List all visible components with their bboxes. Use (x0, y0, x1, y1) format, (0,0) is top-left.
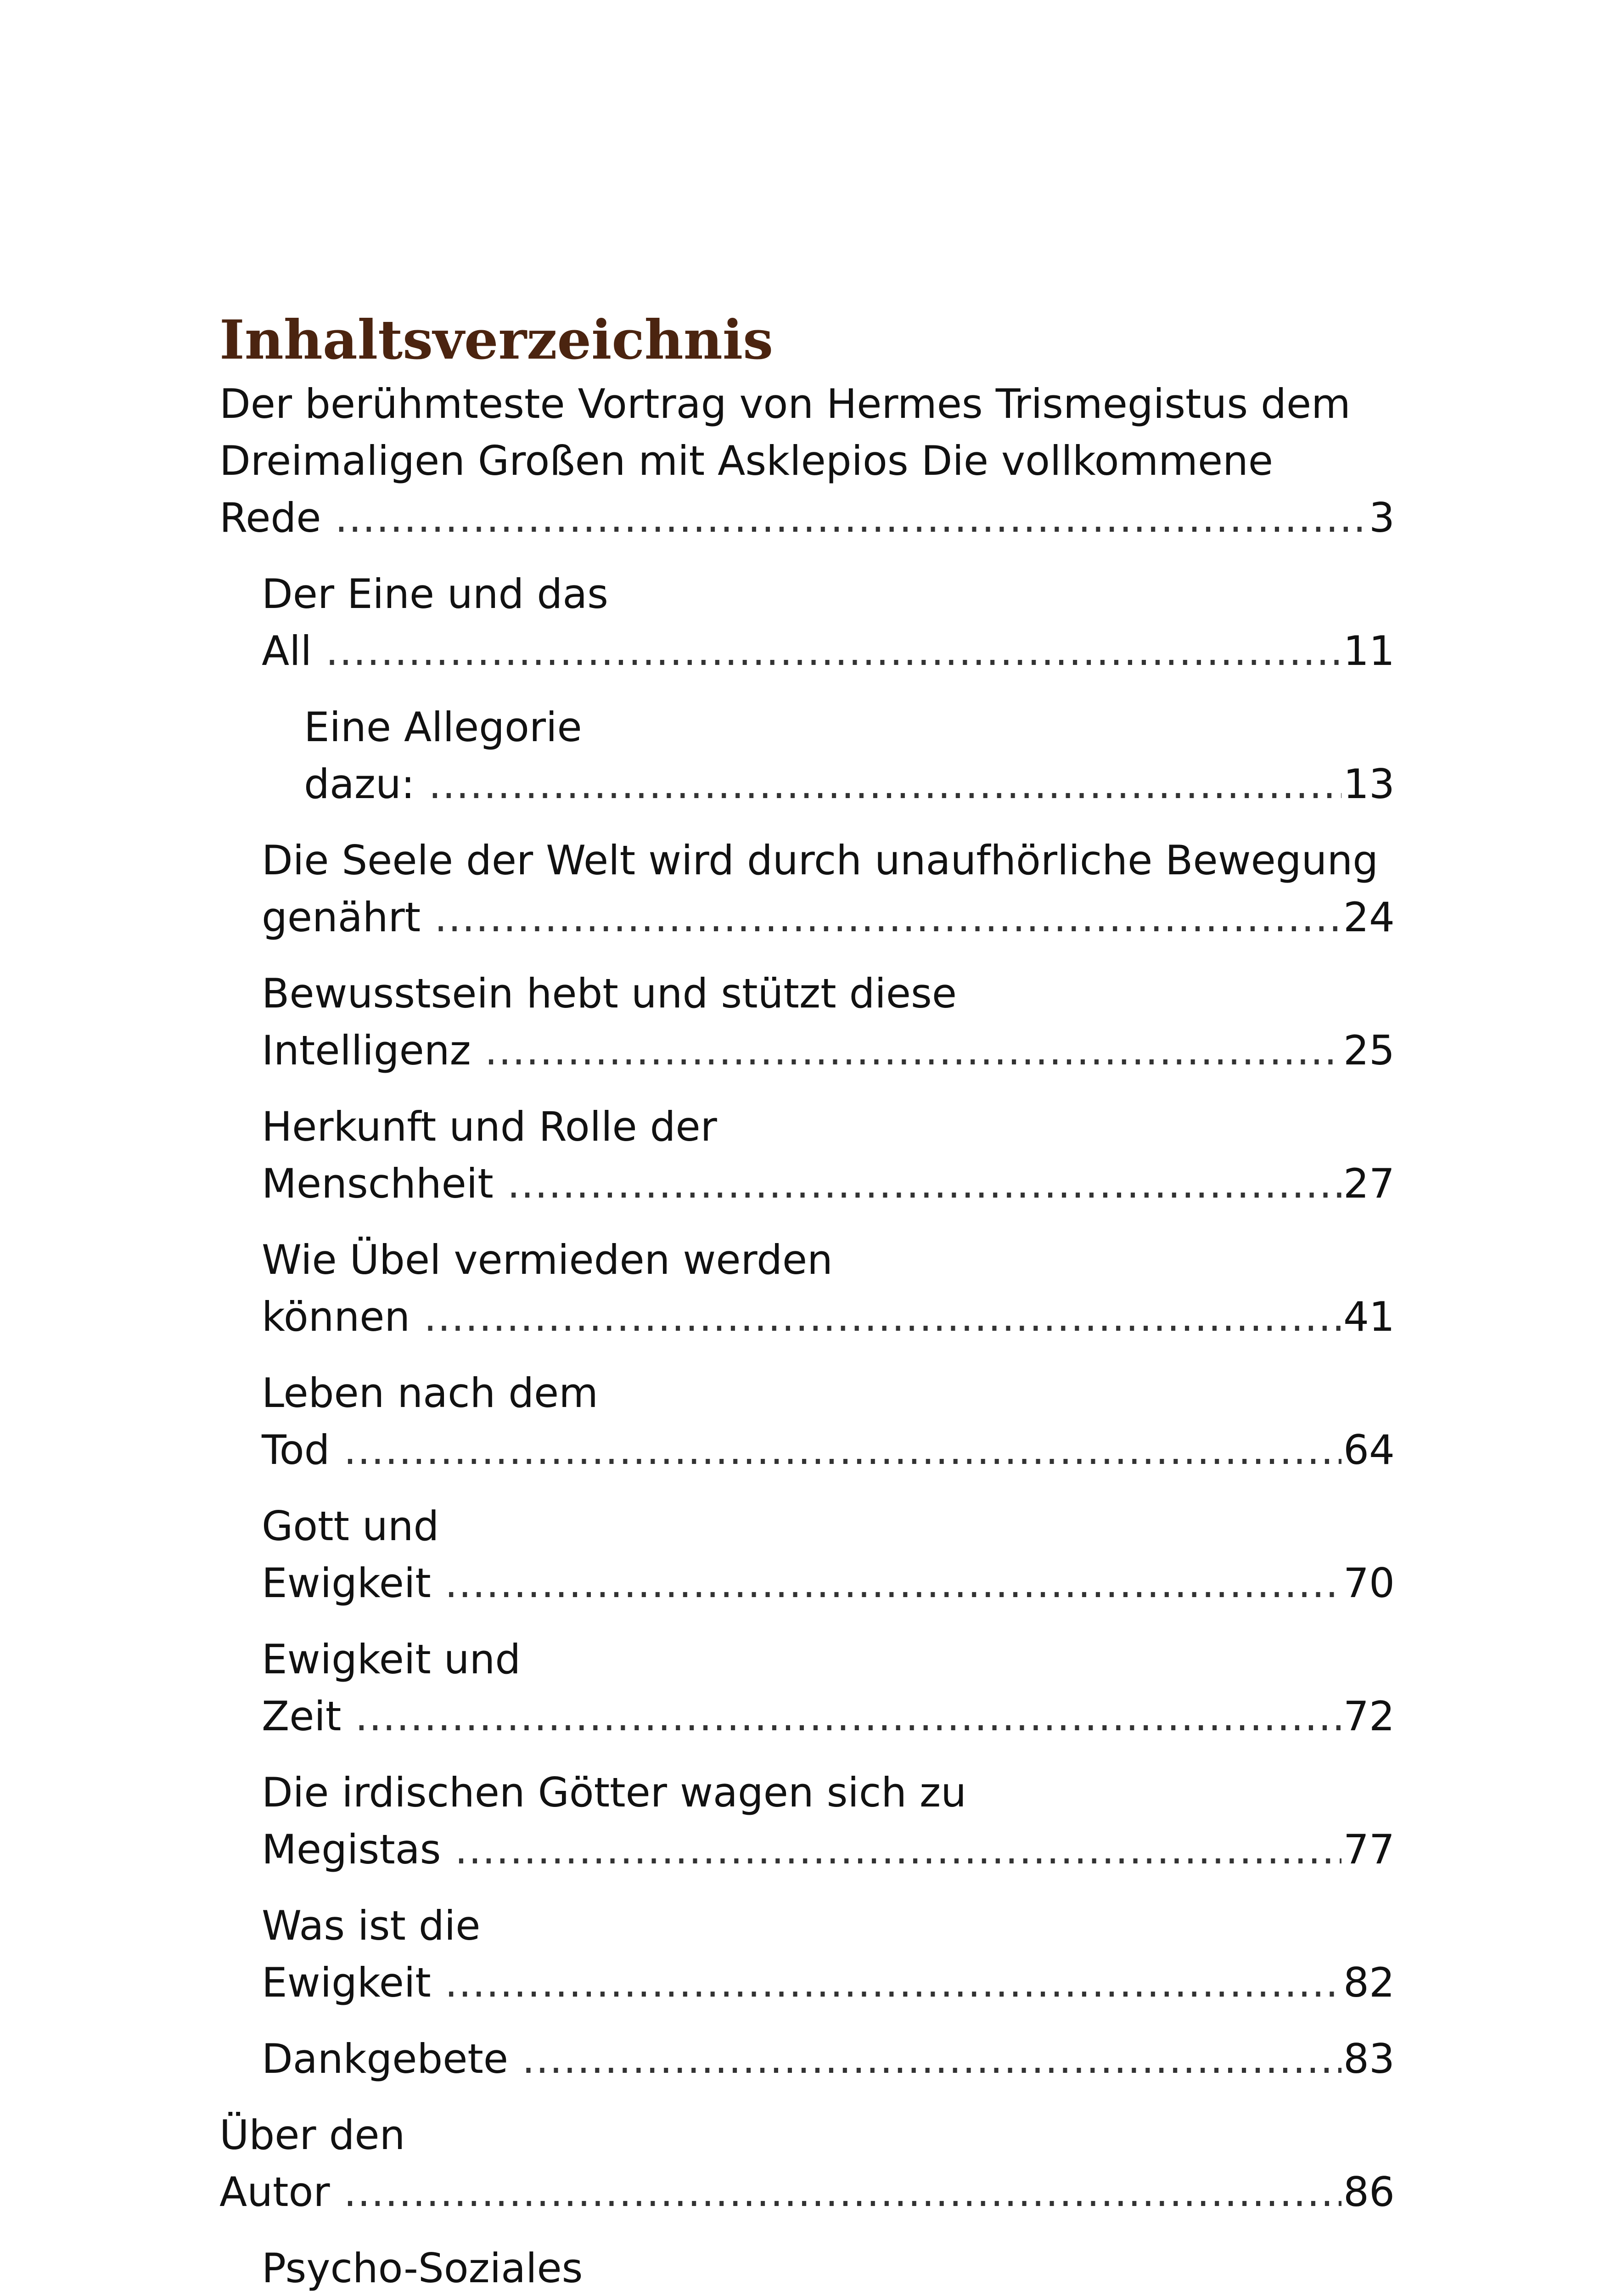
toc-entry-page: 3 (1367, 490, 1395, 546)
toc-entry-label: Dankgebete ..... (262, 2035, 1395, 2082)
toc-page (219, 308, 1395, 2296)
toc-title: Inhaltsverzeichnis (219, 308, 774, 371)
toc-entry-label: Psycho-Soziales ..... (262, 2245, 1395, 2296)
toc-entry-label: Die irdischen Götter wagen sich zu Megistas ..... (262, 1769, 1395, 1873)
toc-entry-page: 64 (1341, 1422, 1395, 1479)
toc-entry[interactable] (219, 1232, 1395, 1345)
toc-entry-page: 13 (1341, 756, 1395, 813)
toc-entry[interactable] (219, 832, 1395, 946)
toc-entry-label: Der berühmteste Vortrag von Hermes Trismegistus dem Dreimaligen Großen mit Asklepios Die vollkommene Rede ..... (219, 380, 1395, 541)
toc-entry[interactable] (219, 2107, 1395, 2221)
toc-entry[interactable] (219, 1897, 1395, 2011)
toc-entry[interactable] (219, 1764, 1395, 1878)
toc-entry-page: 86 (1341, 2164, 1395, 2221)
toc-entry-page: 25 (1341, 1022, 1395, 1079)
toc-entry[interactable] (219, 1498, 1395, 1612)
toc-entry-page: 27 (1341, 1155, 1395, 1212)
toc-entry-label: Was ist die Ewigkeit ..... (262, 1902, 1395, 2006)
toc-entry-page: 11 (1341, 623, 1395, 680)
toc-entry-page: 41 (1341, 1289, 1395, 1345)
toc-entry[interactable] (219, 1631, 1395, 1745)
toc-entry-label: Bewusstsein hebt und stützt diese Intelligenz ..... (262, 970, 1395, 1074)
toc-entry[interactable] (219, 1365, 1395, 1479)
toc-entry[interactable] (219, 699, 1395, 813)
toc-entry-page: 70 (1341, 1555, 1395, 1612)
toc-entry-label: Wie Übel vermieden werden können ..... (262, 1236, 1395, 1340)
toc-entry-page: 24 (1341, 889, 1395, 946)
toc-entry[interactable] (219, 965, 1395, 1079)
toc-entry[interactable] (219, 2240, 1395, 2296)
toc-entry-label: Die Seele der Welt wird durch unaufhörliche Bewegung genährt ..... (262, 837, 1395, 941)
toc-entry-page: 72 (1341, 1688, 1395, 1745)
toc-entry[interactable] (219, 2031, 1395, 2088)
toc-entry-page: 77 (1341, 1821, 1395, 1878)
toc-entry[interactable] (219, 566, 1395, 680)
toc-entry-page: 83 (1341, 2031, 1395, 2088)
toc-entry-label: Über den Autor ..... (219, 2111, 1395, 2216)
toc-entry-label: Herkunft und Rolle der Menschheit ..... (262, 1103, 1395, 1207)
toc-entry[interactable] (219, 376, 1395, 546)
toc-entry-label: Eine Allegorie dazu: ..... (304, 703, 1395, 808)
toc-entry-label: Leben nach dem Tod ..... (262, 1369, 1395, 1474)
toc-list (219, 376, 1395, 2296)
toc-entry-label: Ewigkeit und Zeit ..... (262, 1636, 1395, 1740)
toc-entry-label: Gott und Ewigkeit ..... (262, 1503, 1395, 1607)
toc-entry[interactable] (219, 1098, 1395, 1212)
toc-entry-page: 82 (1341, 1954, 1395, 2011)
toc-entry-label: Der Eine und das All ..... (262, 570, 1395, 675)
